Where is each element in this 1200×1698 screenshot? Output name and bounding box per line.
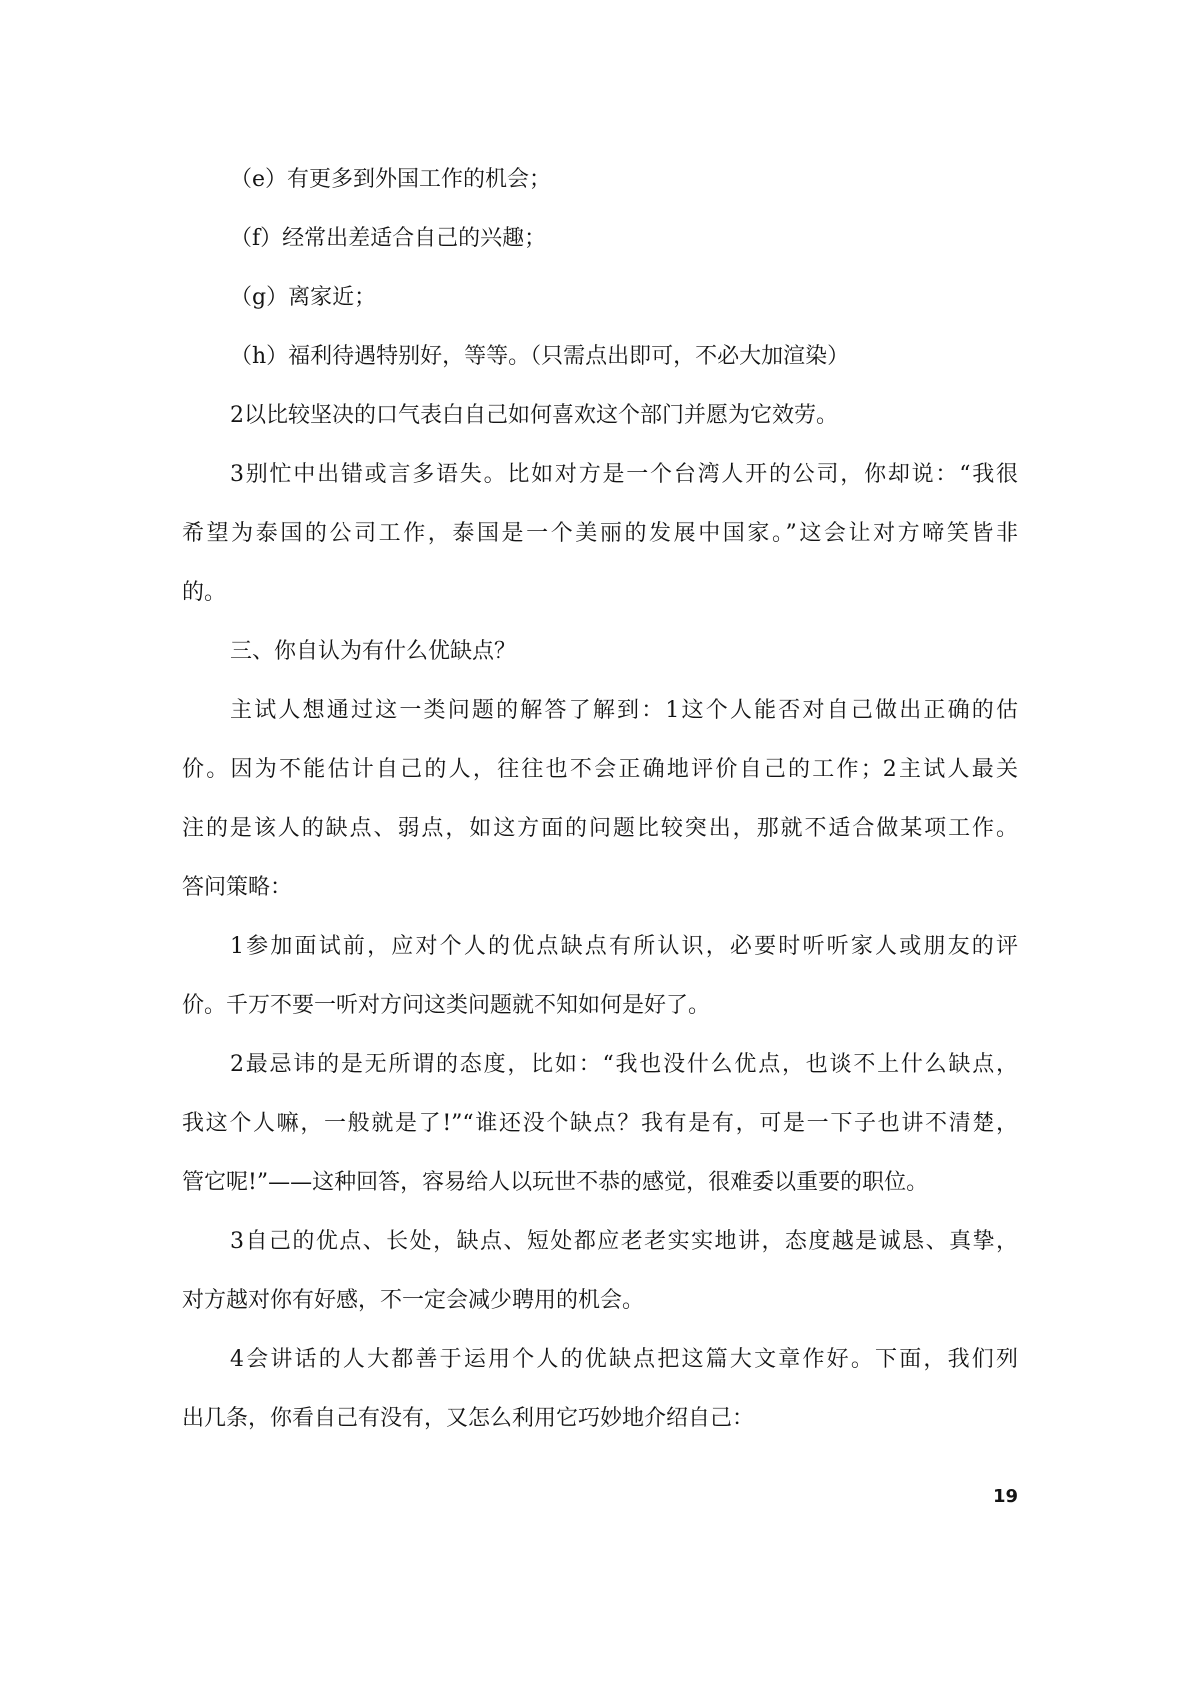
text-line: 希望为泰国的公司工作，泰国是一个美丽的发展中国家。”这会让对方啼笑皆非: [182, 521, 1018, 546]
text-line: 2以比较坚决的口气表白自己如何喜欢这个部门并愿为它效劳。: [230, 403, 838, 428]
text-line: 3自己的优点、长处，缺点、短处都应老老实实地讲，态度越是诚恳、真挚，: [230, 1229, 1018, 1254]
paragraph: [182, 386, 1018, 445]
paragraph: [182, 622, 1018, 681]
text-line: 管它呢!”——这种回答，容易给人以玩世不恭的感觉，很难委以重要的职位。: [182, 1170, 929, 1195]
paragraph: [182, 268, 1018, 327]
text-line: 出几条，你看自己有没有，又怎么利用它巧妙地介绍自己：: [182, 1406, 755, 1431]
text-line: 主试人想通过这一类问题的解答了解到：1这个人能否对自己做出正确的估: [230, 698, 1018, 723]
text-line: 2最忌讳的是无所谓的态度，比如：“我也没什么优点，也谈不上什么缺点，: [230, 1052, 1018, 1077]
paragraph: [182, 445, 1018, 622]
text-line: 三、你自认为有什么优缺点？: [230, 639, 517, 664]
text-line: 注的是该人的缺点、弱点，如这方面的问题比较突出，那就不适合做某项工作。: [182, 816, 1018, 841]
text-line: 1参加面试前，应对个人的优点缺点有所认识，必要时听听家人或朋友的评: [230, 934, 1018, 959]
text-line: 我这个人嘛，一般就是了!”“谁还没个缺点？我有是有，可是一下子也讲不清楚，: [182, 1111, 1018, 1136]
text-line: 的。: [182, 580, 227, 605]
paragraph: [182, 681, 1018, 917]
text-line: （e）有更多到外国工作的机会；: [230, 167, 552, 192]
paragraph: [182, 209, 1018, 268]
text-line: 3别忙中出错或言多语失。比如对方是一个台湾人开的公司，你却说：“我很: [230, 462, 1018, 487]
text-line: （h）福利待遇特别好，等等。（只需点出即可，不必大加渲染）: [230, 344, 850, 369]
text-line: 答问策略：: [182, 875, 293, 900]
paragraph: [182, 327, 1018, 386]
paragraph: [182, 917, 1018, 1035]
paragraph: [182, 150, 1018, 209]
page-number: 19: [992, 1486, 1018, 1507]
paragraph: [182, 1330, 1018, 1448]
paragraph: [182, 1035, 1018, 1212]
text-line: 对方越对你有好感，不一定会减少聘用的机会。: [182, 1288, 645, 1313]
paragraph: [182, 1212, 1018, 1330]
text-line: 价。千万不要一听对方问这类问题就不知如何是好了。: [182, 993, 711, 1018]
text-line: （f）经常出差适合自己的兴趣；: [230, 226, 547, 251]
text-line: 4会讲话的人大都善于运用个人的优缺点把这篇大文章作好。下面，我们列: [230, 1347, 1018, 1372]
text-line: 价。因为不能估计自己的人，往往也不会正确地评价自己的工作；2主试人最关: [182, 757, 1018, 782]
text-line: （g）离家近；: [230, 285, 377, 310]
document-body: [182, 150, 1018, 1448]
